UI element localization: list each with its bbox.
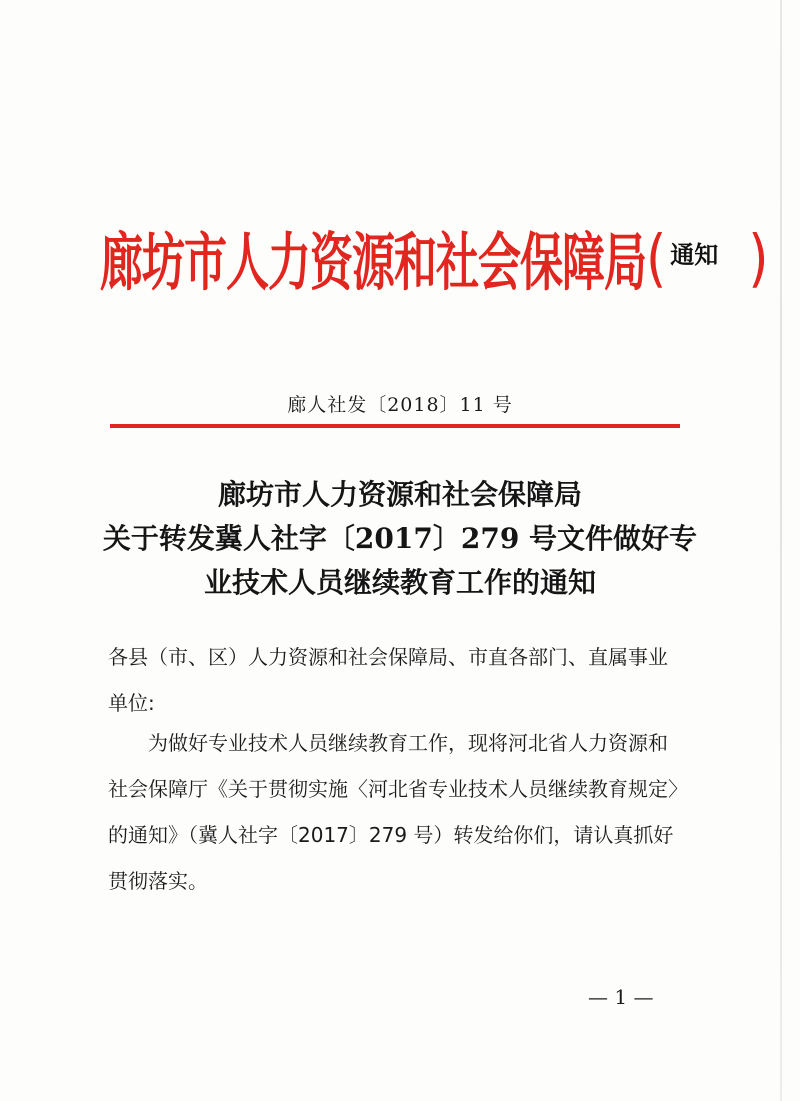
body-paragraph [108,720,688,904]
body-line-4: 贯彻落实。 [108,869,208,893]
masthead [100,222,769,300]
body-line-2: 社会保障厅《关于贯彻实施〈河北省专业技术人员继续教育规定〉 [108,777,688,801]
document-title [0,473,800,605]
red-divider-line [110,424,680,428]
salutation-line-1: 各县（市、区）人力资源和社会保障局、市直各部门、直属事业 [108,645,668,669]
page-number: — 1 — [588,985,654,1009]
masthead-organization: 廊坊市人力资源和社会保障局 [100,227,646,300]
title-line-3: 业技术人员继续教育工作的通知 [203,566,596,599]
salutation [108,634,688,726]
title-line-1: 廊坊市人力资源和社会保障局 [217,478,582,511]
masthead-open-paren: ( [646,222,667,295]
document-number: 廊人社发〔2018〕11 号 [287,394,513,416]
salutation-line-2: 单位: [108,691,155,715]
title-line-2: 关于转发冀人社字〔2017〕279 号文件做好专 [102,522,698,555]
body-line-1: 为做好专业技术人员继续教育工作，现将河北省人力资源和 [148,731,668,755]
body-line-3: 的通知》（冀人社字〔2017〕279 号）转发给你们，请认真抓好 [108,823,674,847]
masthead-doc-type: 通知 [670,241,719,269]
masthead-close-paren: ) [748,222,769,295]
